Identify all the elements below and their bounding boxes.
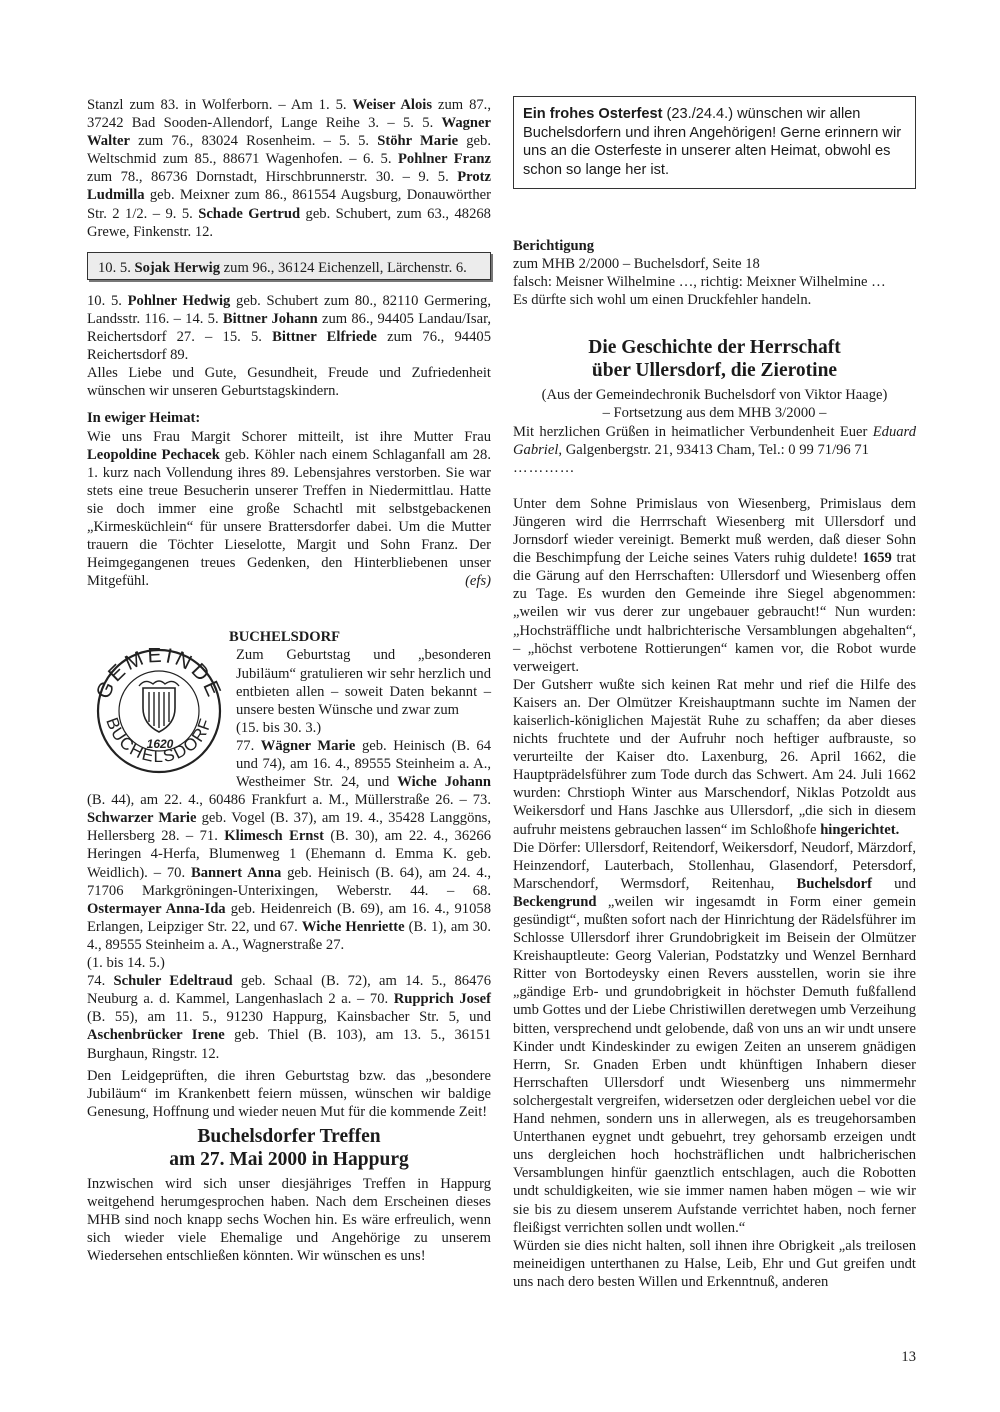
birthday-list-buchelsdorf-2: 74. Schuler Edeltraud geb. Schaal (B. 72), am 14. 5., 86476 Neuburg a. d. Kammel, Langenhaslach 2 a. – 70. Rupprich Josef (B. 55), am 11. 5., 91230 Happurg, Kainsbacher Str. 5, und Aschenbrücker Irene geb. Thiel (B. 103), am 13. 5., 36151 Burghaun, Ringstr. 12. [87, 973, 492, 1062]
geschichte-title-1: Die Geschichte der Herrschaft [588, 337, 841, 359]
treffen-title-1: Buchelsdorfer Treffen [197, 1125, 381, 1147]
ewig-text: Wie uns Frau Margit Schorer mitteilt, ist ihre Mutter Frau Leopoldine Pechacek geb. Köhler nach einem Schlaganfall am 28. 1. kurz nach Vollendung ihres 89. Lebensjahres verstorben. Sie war stets eine treue Besucherin unserer Treffen in Niedermittlau. Hatte sie doch immer eine große Schachtl mit selbstgebackenen „Kirmesküchlein“ für unsere Brattersdorfer dabei. Um die Mutter trauern die Töchter Lieselotte, Margit und Sohn Franz. Der Heimgegangenen treues Gedenken, den Hinterbliebenen unser Mitgefühl. (efs) [87, 428, 491, 590]
buchelsdorf-seal [87, 648, 232, 774]
berichtigung-line-1: zum MHB 2/2000 – Buchelsdorf, Seite 18 [513, 256, 760, 273]
birthday-wishes: Alles Liebe und Gute, Gesundheit, Freude und Zufriedenheit wünschen wir unseren Geburtstagskindern. [87, 365, 491, 400]
separator-dots: ………… [513, 459, 576, 476]
history-paragraph-4: Würden sie dies nicht halten, soll ihnen ihre Obrigkeit „als treilosen meineidigen unterthanen zu Halse, Leib, Ehr und Gut greifen undt uns nach dero besten Willen und Erkenntnuß, anderen [513, 1237, 916, 1290]
ewig-heading: In ewiger Heimat: [87, 410, 201, 427]
treffen-text: Inzwischen wird sich unser diesjähriges Treffen in Happurg weitgehend herumgesprochen haben. Nach dem Erscheinen dieses MHB sind noch knapp sechs Wochen hin. Es wäre erfreulich, wenn sich wieder viele Ehemalige und Angehörige zu unserem Wiedersehen entschließen könnten. Wir wünschen es uns! [87, 1175, 491, 1265]
page-number: 13 [901, 1349, 916, 1365]
berichtigung-line-2: falsch: Meisner Wilhelmine …, richtig: Meixner Wilhelmine … [513, 274, 886, 291]
range-1: (15. bis 30. 3.) [236, 719, 322, 736]
geschichte-subtitle-1: (Aus der Gemeindechronik Buchelsdorf von Viktor Haage) [541, 387, 888, 404]
buchelsdorf-heading: BUCHELSDORF [229, 629, 341, 646]
berichtigung-heading: Berichtigung [513, 238, 595, 254]
highlight-box [87, 252, 491, 280]
seal-text-top: GEMEINDE [91, 648, 227, 703]
highlight-text: 10. 5. Sojak Herwig zum 96., 36124 Eichenzell, Lärchenstr. 6. [98, 259, 467, 276]
geschichte-title-2: über Ullersdorf, die Zierotine [591, 360, 838, 382]
history-paragraph-2: Der Gutsherr wußte sich keinen Rat mehr und rief die Hilfe des Kaisers an. Der Olmützer Kreishauptmann suchte im Namen der kaiserlich-königlichen Majestät Ruhe zu schaffen; da aber dieses nichts fruchtete und der Aufruhr noch heftiger aufbrauste, so verurteilte der Kaiser dto. Laxenburg, 26. April 1662, die Hauptprädelsführer zum Tode durch das Schwert. Am 24. Juli 1662 wurden: Chrstioph Winter aus Marschendorf, Niklas Potzoldt aus Weikersdorf und Hans Jaschke aus Ullersdorf, „die sich in diesem aufruhr meistens gebrauchen lassen“ im Schloßhofe hingerichtet. [513, 676, 916, 838]
ostern-text: Ein frohes Osterfest (23./24.4.) wünschen wir allen Buchelsdorfern und ihren Angehörigen! Gerne erinnern wir uns an die Osterfeste in unserer alten Heimat, obwohl es schon so lange her ist. [523, 106, 902, 178]
birthday-list-buchelsdorf-1: 77. Wägner Marie geb. Heinisch (B. 64 und 74), am 16. 4., 89555 Steinheim a. A., Westheimer Str. 24, und Wiche Johann (B. 44), am 22. 4., 60486 Frankfurt a. M., Müllerstraße 26. – 73. Schwarzer Marie geb. Vogel (B. 37), am 19. 4., 35428 Langgöns, Hellersberg 28. – 71. Klimesch Ernst (B. 30), am 22. 4., 36266 Heringen 4-Herfa, Blumenweg 1 (Ehemann d. Emma K. geb. Weidlich). – 70. Bannert Anna geb. Heinisch (B. 64), am 24. 4., 71706 Markgröningen-Unterixingen, Weberstr. 44. – 68. Ostermayer Anna-Ida geb. Heidenreich (B. 69), am 16. 4., 91058 Erlangen, Leipziger Str. 22, und 67. Wiche Henriette (B. 1), am 30. 4., 89555 Steinheim a. A., Wagnerstraße 27. [87, 737, 492, 953]
range-2: (1. bis 14. 5.) [87, 955, 165, 972]
buchelsdorf-intro: Zum Geburtstag und „besonderen Jubiläum“ gratulieren wir sehr herzlich und entbieten allen – soweit Daten bekannt – unsere besten Wünsche und zwar zum [236, 647, 491, 718]
right-column [513, 96, 916, 1291]
leidgepruft-text: Den Leidgeprüften, die ihren Geburtstag bzw. das „besondere Jubiläum“ im Krankenbett feiern müssen, wünschen wir baldige Genesung, Hoffnung und wieder neuen Mut für die kommende Zeit! [87, 1067, 491, 1120]
history-paragraph-3: Die Dörfer: Ullersdorf, Reitendorf, Weikersdorf, Neudorf, Märzdorf, Heinzendorf, Lauterbach, Stollenhau, Glasendorf, Petersdorf, Marschendorf, Wermsdorf, Reitenhau, Buchelsdorf und Beckengrund „weilen wir ingesamdt in Form einer gemein gesündigt“, mußten sofort nach der Hinrichtung der Rädelsführer im Schlosse Ullersdorf ihrer Grundobrigkeit im Beisein der Olmützer Kreishauptleute: Georg Valerian, Podstatzky und Wenzel Bernhard Ritter von Bortodeysky einen Revers ausstellen, worin sie ihre „gändige Erb- und grundobrigkeit in höchster Demuth fußfallend umb Gottes und der Liebe Christiwillen deretwegen umb Verzeihung bitten, versprechend undt gelobende, daß von uns an wir undt unsere Kinder undt Kindeskinder zu ewigen Zeiten an unserem gnädigen Herrn, Sr. Gnaden Erben undt khünftigen Inhabern dieser Herrschaften Ullersdorf undt Wiesenberg uns nimmermehr solchergestalt vergreifen, widersetzen oder dergleichen uebel vor die Hand nehmen, sondern uns in allerwegen, als es treugehorsamben Unterthanen eygnet undt gebuehrt, trey gehorsamb erzeigen undt uns dergleichen hoch hochsträflichen undt halbricherischen Versamblungen hinfür gaenztlich entschlagen, auch die Robotten undt schuldigkeiten, wie sie immer namen haben mögen – wie wir sie bis zu diesem unserem Aufstande verrichtet haben, noch ferner fleißigst verrichten sollen undt wollen.“ [513, 839, 917, 1236]
greeting: Mit herzlichen Grüßen in heimatlicher Verbundenheit Euer Eduard Gabriel, Galgenbergstr. 21, 93413 Cham, Tel.: 0 99 71/96 71 [513, 423, 916, 458]
seal-year: 1620 [146, 737, 174, 752]
birthday-list-intro: Stanzl zum 83. in Wolferborn. – Am 1. 5. Weiser Alois zum 87., 37242 Bad Sooden-Allendorf, Lange Reihe 3. – 5. 5. Wagner Walter zum 76., 83024 Rosenheim. – 5. 5. Stöhr Marie geb. Weltschmid zum 85., 88671 Wagenhofen. – 6. 5. Pohlner Franz zum 78., 86736 Dornstadt, Hirschbrunnerstr. 30. – 9. 5. Protz Ludmilla geb. Meixner zum 86., 861554 Augsburg, Donauwörther Str. 2 1/2. – 9. 5. Schade Gertrud geb. Schubert, zum 63., 48268 Grewe, Finkenstr. 12. [87, 97, 491, 240]
left-column [87, 96, 491, 1265]
ostern-box [513, 96, 916, 189]
geschichte-subtitle-2: – Fortsetzung aus dem MHB 3/2000 – [602, 405, 827, 422]
birthday-list-continued: 10. 5. Pohlner Hedwig geb. Schubert zum 80., 82110 Germering, Landsstr. 116. – 14. 5. Bittner Johann zum 86., 94405 Landau/Isar, Reichertsdorf 27. – 15. 5. Bittner Elfriede zum 76., 94405 Reichertsdorf 89. [87, 292, 491, 364]
seal-text-bottom: BUCHELSDORF [102, 715, 216, 767]
berichtigung-line-3: Es dürfte sich wohl um einen Druckfehler handeln. [513, 292, 812, 309]
treffen-title-2: am 27. Mai 2000 in Happurg [169, 1148, 409, 1170]
history-paragraph-1: Unter dem Sohne Primislaus von Wiesenberg, Primislaus dem Jüngeren wird die Herrrschaft Wiesenberg mit Ullersdorf und Jornsdorf wieder vereinigt. Bemerkt muß werden, daß dieser Sohn die Beschimpfung der Leiche seines Vaters ruhig duldete! 1659 trat die Gärung auf den Herrschaften: Ullersdorf und Wiesenberg offen zu Tage. Es wurden den Gemeinde ihre Siegel abgenommen: „weilen wir vus derer zur ungebauer gebraucht!“ Nun wurden: „Hochsträffliche undt halbrichterische Versamblungen abgehalten“, – „höchst verbotene Rottierungen“ kamen vor, die Robot wurde verweigert. [513, 495, 916, 675]
ewig-signature: (efs) [465, 573, 491, 590]
